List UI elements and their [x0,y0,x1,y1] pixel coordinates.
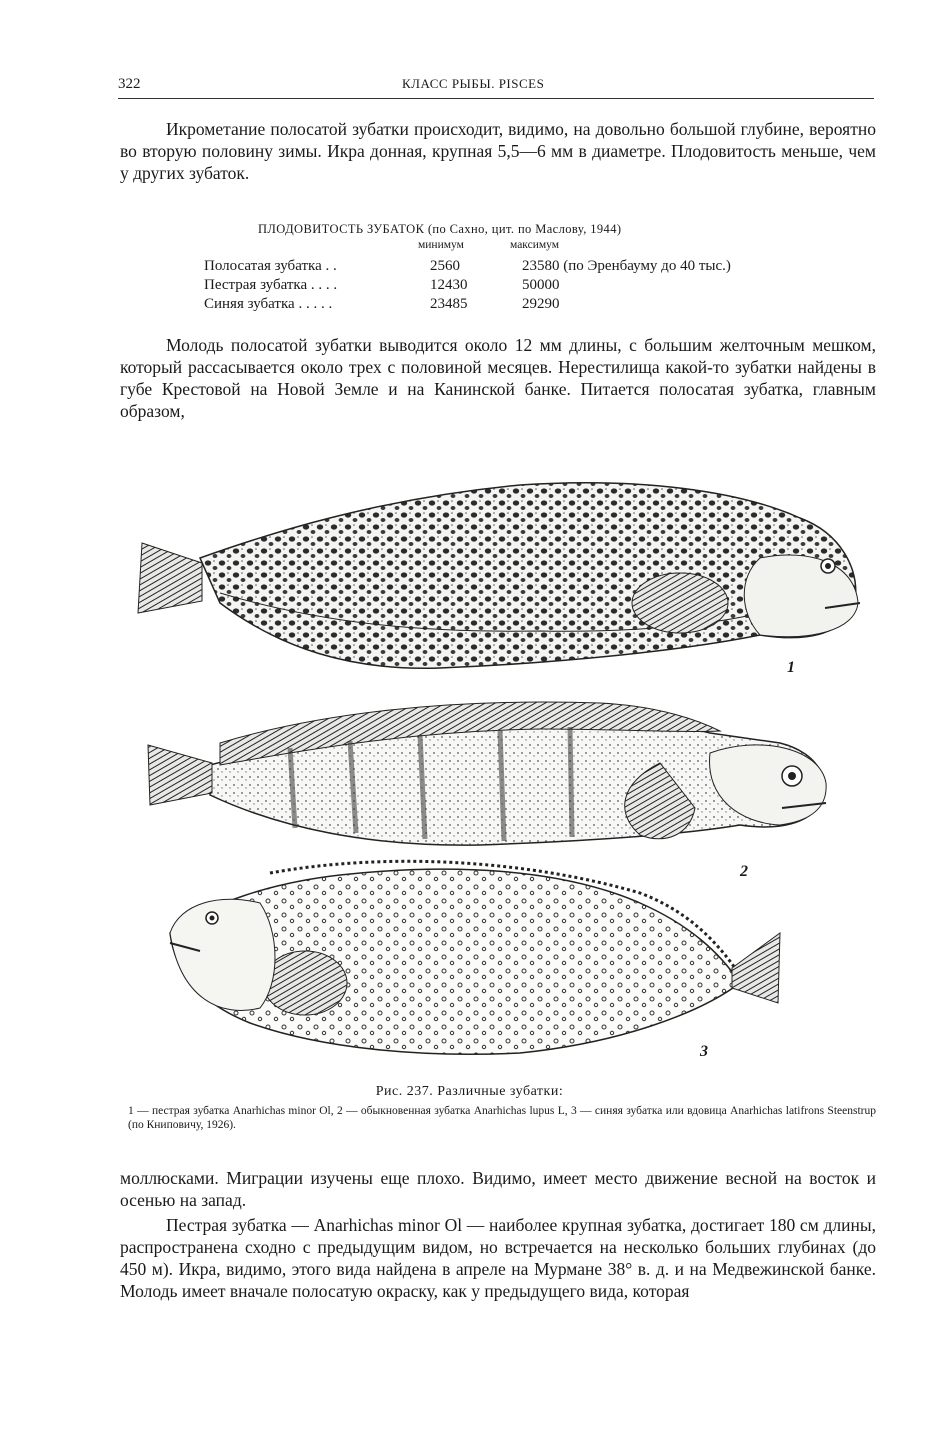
min-value: 12430 [430,277,468,293]
running-title: КЛАСС РЫБЫ. PISCES [402,76,545,91]
figure-caption-title: Рис. 237. Различные зубатки: [375,1084,564,1099]
paragraph-spotted-wolffish: Пестрая зубатка — Anarhichas minor Ol — наиболее крупная зубатка, достигает 180 см длины, распространена сходно с предыдущим видом, но встречается на несколько больших глубинах (до 450 м). Икра, видимо, этого вида найдена в апреле на Мурмане 38° в. д. и на Медвежинской банке. Молодь имеет вначале полосатую окраску, как у предыдущего вида, которая [120,1215,876,1301]
table-row [196,277,836,296]
max-value: 29290 [522,296,560,312]
max-value: 50000 [522,277,560,293]
table-row [196,296,836,315]
paragraph-juveniles: Молодь полосатой зубатки выводится около 12 мм длины, с большим желточным мешком, который рассасывается около трех с половиной месяцев. Нерестилища какой-то зубатки найдены в губе Крестовой на Новой Земле и на Канинской банке. Питается полосатая зубатка, главным образом, [120,335,876,421]
table-row [196,258,836,277]
column-header-max: максимум [510,239,560,251]
paragraph-spawning: Икрометание полосатой зубатки происходит, видимо, на довольно большой глубине, вероятно во вторую половину зимы. Икра донная, крупная 5,5—6 мм в диаметре. Плодовитость меньше, чем у других зубаток. [120,119,876,183]
max-value: 23580 (по Эренбауму до 40 тыс.) [522,258,731,274]
paragraph-migrations: моллюсками. Миграции изучены еще плохо. Видимо, имеет место движение весной на восток и осенью на запад. [120,1168,876,1210]
figure-label-1: 1 [787,659,795,676]
wolffish-figure [120,463,880,1073]
min-value: 23485 [430,296,468,312]
fish-illustrations [120,463,880,1073]
fish-2-illustration [148,702,826,845]
species-name: Полосатая зубатка . . [204,258,337,274]
figure-label-2: 2 [740,863,748,880]
species-name: Синяя зубатка . . . . . [204,296,333,312]
figure-label-3: 3 [700,1043,708,1060]
column-header-min: минимум [418,239,464,251]
table-title: ПЛОДОВИТОСТЬ ЗУБАТОК (по Сахно, цит. по Маслову, 1944) [258,222,622,236]
figure-caption-body: 1 — пестрая зубатка Anarhichas minor Ol, 2 — обыкновенная зубатка Anarhichas lupus L, 3 — синяя зубатка или вдовица Anarhichas latifrons Steenstrup (по Книповичу, 1926). [128,1105,876,1131]
species-name: Пестрая зубатка . . . . [204,277,338,293]
fish-3-illustration [170,861,780,1054]
page-number: 322 [118,76,141,92]
page-header [118,76,874,99]
fish-1-illustration [138,483,860,668]
min-value: 2560 [430,258,460,274]
